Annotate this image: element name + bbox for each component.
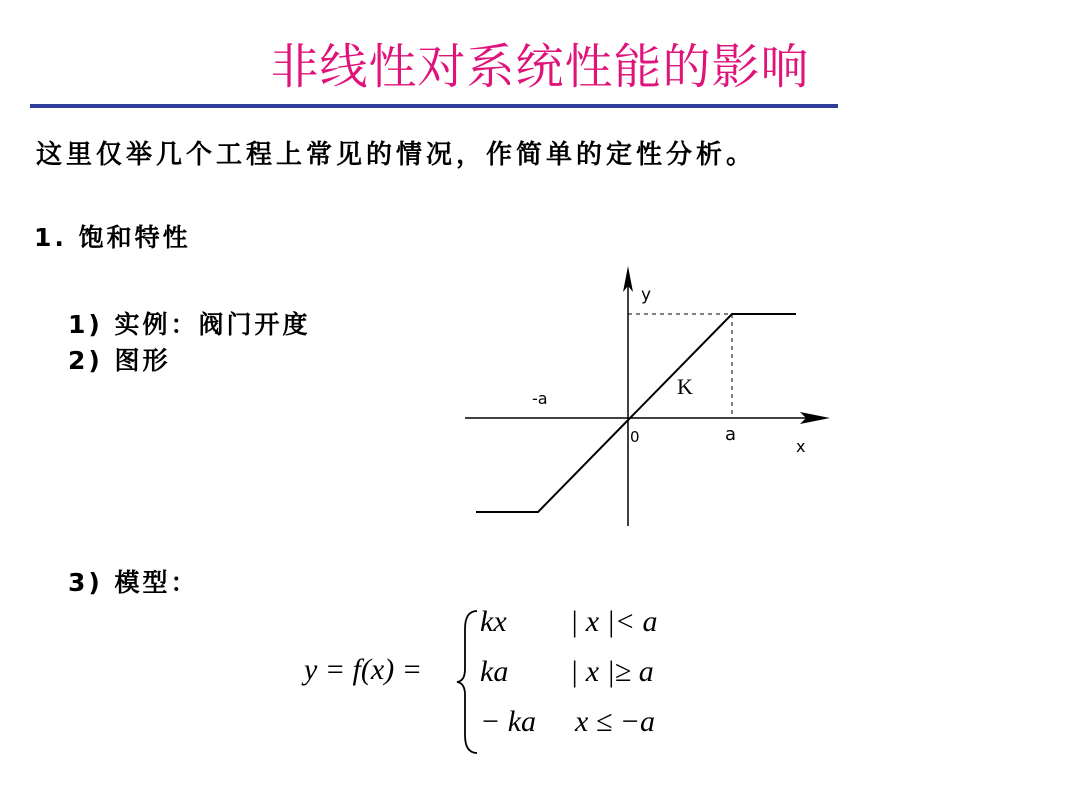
slide-title: 非线性对系统性能的影响 (270, 39, 810, 95)
formula-lhs: y = f(x) = (304, 653, 422, 686)
case-brace (455, 609, 479, 755)
pos-a-label: a (725, 424, 737, 445)
case-3-cond: x ≤ −a (575, 705, 656, 738)
saturation-curve (476, 314, 796, 512)
saturation-model-formula (300, 605, 700, 755)
case-3-expr: − ka (480, 705, 537, 738)
slope-label: K (677, 374, 693, 399)
title-underline (30, 104, 838, 108)
case-2-expr: ka (480, 655, 509, 688)
saturation-diagram (460, 262, 850, 532)
section-heading: 1. 饱和特性 (34, 223, 191, 252)
case-2-cond: | x |≥ a (570, 655, 654, 688)
item-example: 1) 实例：阀门开度 (68, 310, 311, 339)
x-axis-label: x (796, 437, 806, 456)
intro-text: 这里仅举几个工程上常见的情况，作简单的定性分析。 (36, 140, 757, 170)
origin-label: 0 (630, 428, 640, 446)
item-graph: 2) 图形 (68, 346, 171, 375)
neg-a-label: -a (532, 389, 548, 408)
case-1-cond: | x |< a (570, 605, 658, 638)
item-model: 3) 模型： (68, 568, 199, 597)
y-axis-label: y (641, 285, 652, 305)
case-1-expr: kx (480, 605, 507, 638)
